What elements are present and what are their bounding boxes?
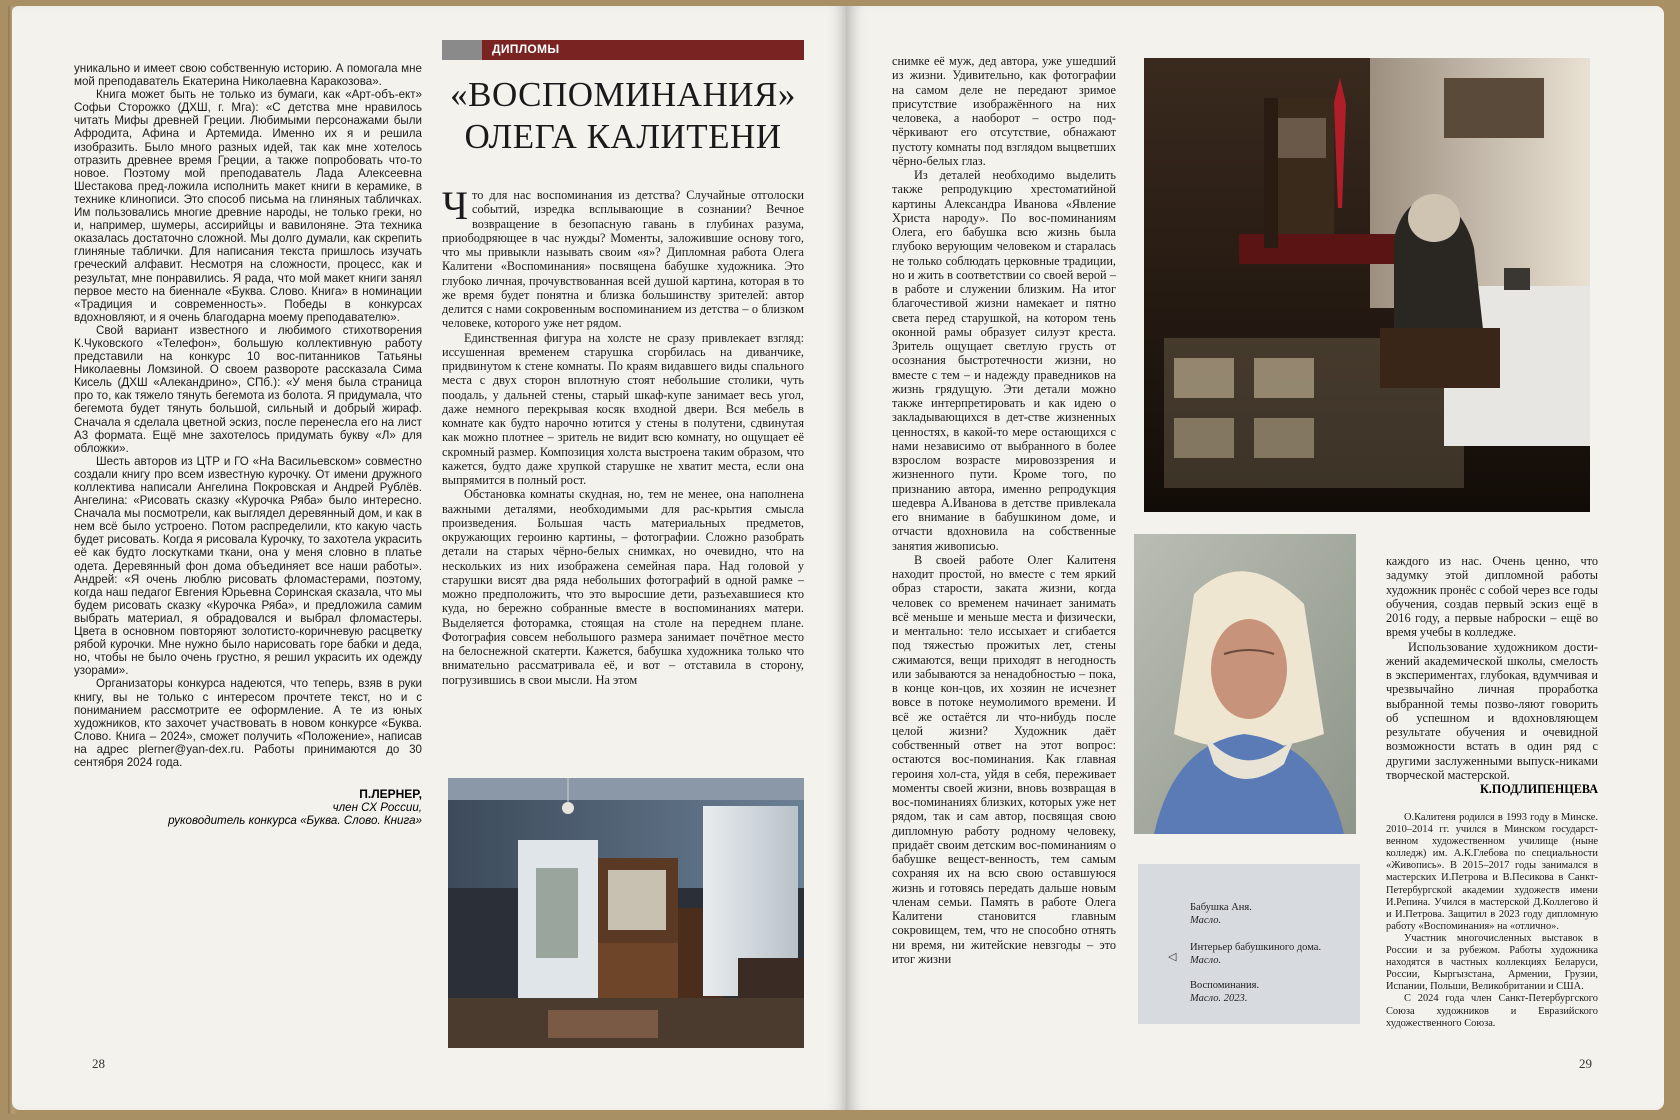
byline: [1386, 778, 1598, 796]
main-article-column-3: [1386, 554, 1598, 782]
bio-paragraph: С 2024 года член Санкт-Петербургского Союза художников и Евразийского художественного Союза.: [1386, 993, 1598, 1029]
caption-1-title: Бабушка Аня.: [1190, 902, 1252, 913]
signature-role: член СХ России,: [332, 801, 422, 815]
main-article-paragraph: Использование художником дости-жений академической школы, смелость в экспериментах, глубокая, вдумчивая и чрезвычайно личная проработка выбранной темы позво-ляют говорить об успешном и вдохновляющем результате обучения и очевидной возможности встать в один ряд с другими заслуженными выпуск-никами творческой мастерской.: [1386, 639, 1598, 782]
main-article-column-1: [442, 183, 804, 766]
left-article-column: [74, 62, 422, 1032]
artist-bio: [1386, 812, 1598, 1052]
caption-2: [1190, 942, 1321, 967]
caption-1: [1190, 902, 1252, 927]
caption-3: [1190, 980, 1259, 1005]
signature-role: руководитель конкурса «Буква. Слово. Книга»: [168, 814, 422, 828]
painting-grandma-portrait-image: [1134, 534, 1356, 834]
magazine-spread: [8, 6, 1672, 1114]
main-article-column-2: [892, 54, 1116, 1064]
signature-name: П.ЛЕРНЕР,: [359, 787, 422, 802]
title-line-1: «ВОСПОМИНАНИЯ»: [450, 75, 796, 114]
page-left: [12, 6, 846, 1110]
main-article-paragraph: Единственная фигура на холсте не сразу привлекает взгляд: иссушенная временем старушка сгорбилась на диванчике, придвинутом к стене комнаты. По краям видавшего виды спального места с двух сторон вплотную стоят небольшие столики, чуть поодаль, у дальней стены, старый шкаф-купе занимает весь угол, даже немного перекрывая косяк входной двери. Вся мебель в комнате как будто нарочно ютится у стены в полутени, сдвинутая как можно плотнее – зритель не видит всю комнату, но ощущает её скромный размер. Композиция холста выстроена таким образом, что кажется, будто даже хрупкой старушке не хватит места, если она выпрямится в полный рост.: [442, 330, 804, 487]
caption-2-medium: Масло.: [1190, 954, 1222, 966]
caption-1-medium: Масло.: [1190, 914, 1222, 926]
main-article-paragraph: В своей работе Олег Калитеня находит простой, но вместе с тем яркий образ старости, заката жизни, когда человек со временем начинает занимать всё меньше и меньше места и физически, и ментально: тело иссыхает и сгибается под тяжестью прожитых лет, стены сжимаются, вещи приходят в негодность или забываются за ненадобностью – пока, в конце кон-цов, их хозяин не исчезнет вовсе в потоке неумолимого времени. И всё же остаётся ли что-нибудь после целой жизни? Художник даёт собственный ответ на этот вопрос: остаются вос-поминания. Как главная героиня хол-ста, уйдя в себя, переживает моменты своей жизни, вновь возвращая в вос-поминаниях близких, которых уже нет рядом, так и сам автор, посвящая свою дипломную работу родному человеку, придаёт своим детским вос-поминаниям о бабушке вещест-венность, тем самым сохраняя их на всю свою оставшуюся жизнь и готовясь передать дальше новым членам семьи. Память в работе Олега Калитени становится главным сокровищем, тем, что не способно отнять ни время, ни житейские невзгоды – это итог жизни: [892, 552, 1116, 966]
memories-painting-svg: [1144, 58, 1590, 512]
rubric-accent: [442, 40, 482, 60]
main-article-paragraph: Из деталей необходимо выделить также репродукцию хрестоматийной картины Александра Иванова «Явление Христа народу». По вос-поминаниям Олега, его бабушка всю жизнь была глубоко верующим человеком и старалась не только соблюдать церковные традиции, но и жить в соответствии со своей верой – в работе и служении близким. На итог благочестивой жизни намекает и пятно света перед старушкой, на котором тень оконной рамы образует силуэт креста. Зритель ощущает светлую грусть от осознания быстротечности жизни, но вместе с тем – и надежду праведников на жизнь грядущую. Эти детали можно также интерпретировать и как идею о закладывающихся в дет-стве жизненных ценностях, в какой-то мере остающихся с нами независимо от выбранного в более взрослом возрасте мировоззрения и жизненного пути. Кроме того, по признанию автора, именно репродукция шедевра А.Иванова в детстве привлекала его внимание в бабушкином доме, и отчасти вдохновила на собственные занятия живописью.: [892, 168, 1116, 553]
article-title: [442, 74, 804, 158]
main-article-paragraph: каждого из нас. Очень ценно, что задумку этой дипломной работы художник пронёс с собой через все годы обучения, создав первый эскиз ещё в 2016 году, а первые наброски – ещё во время учебы в колледже.: [1386, 554, 1598, 640]
bio-paragraph: Участник многочисленных выставок в России и за рубежом. Работы художника находятся в частных коллекциях Беларуси, России, Кыргызстана, Армении, Грузии, Испании, Польши, Великобритании и США.: [1386, 932, 1598, 993]
caption-arrow-icon: ◁: [1168, 951, 1177, 963]
left-article-paragraph: уникально и имеет свою собственную историю. А помогала мне мой преподаватель Екатерина Николаевна Каракозова».: [74, 62, 422, 89]
painting-memories-image: [1144, 58, 1590, 512]
title-line-2: ОЛЕГА КАЛИТЕНИ: [464, 117, 782, 156]
caption-3-title: Воспоминания.: [1190, 980, 1260, 991]
left-article-paragraph: Шесть авторов из ЦТР и ГО «На Васильевском» совместно создали книгу про всем известную курочку. От имени дружного коллектива написали Ангелина Покровская и Андрей Рублёв. Ангелина: «Рисовать сказку «Курочка Ряба» было интересно. Сначала мы посмотрели, как выглядел деревянный дом, и как в нем всё было устроено. Потом распределили, кто какую часть будет рисовать. Когда я рисовала Курочку, то захотела украсить её как будто лоскутками ткани, она у меня словно в платье одета. Деревянный фон дома объединяет все наши работы». Андрей: «Я очень люблю рисовать фломастерами, поэтому, когда наш педагог Евгения Юрьевна Соринская сказала, что мы будем рисовать сказку «Курочка Ряба», и предложила самим выбрать материал, я обрадовался и выбрал фломастеры. Цвета в основном повторяют золотисто-коричневую расцветку рябой курочки. Мне нужно было нарисовать горе бабки и деда, но, чтобы не было очень грустно, я решил украсить их одежду узорами».: [74, 454, 422, 678]
page-number-right: 29: [1579, 1056, 1592, 1071]
interior-painting-svg: [448, 778, 804, 1048]
captions-box: [1138, 864, 1360, 1024]
main-article-paragraph: Что для нас воспоминания из детства? Случайные отголоски событий, изредка всплывающие в сознании? Вечное возвращение в безопасную гавань в глубинах разума, приободряющее в час нужды? Моменты, заложившие основу того, что мы привыкли называть своим «я»? Дипломная работа Олега Калитени «Воспоминания» посвящена бабушке художника. Это глубоко личная, прочувствованная всей душой картина, которая в то же время будет понятна и близка большинству зрителей: автор делится с нами сокровенным воспоминанием из детства – о близком человеке, которого уже нет рядом.: [442, 183, 804, 331]
main-article-paragraph: Обстановка комнаты скудная, но, тем не менее, она наполнена важными деталями, необходимыми для рас-крытия смысла произведения. Большая часть материальных предметов, окружающих героиню картины, – фотографии. Сложно разобрать детали на старых чёрно-белых снимках, но очевидно, что на нескольких из них изображена семейная пара. Над головой у старушки висят два ряда небольших фотографий в одной рамке – можно предположить, что это выросшие дети, разъехавшиеся кто куда, но бережно собранные вместе в воспоминаниях матери. Выделяется фоторамка, стоящая на столе на переднем плане. Фотография совсем небольшого размера занимает почётное место на белоснежной скатерти. Кажется, бабушка художника только что внимательно рассматривала её, и вот – отставила в сторону, погрузившись в свои мысли. На этом: [442, 487, 804, 687]
caption-2-title: Интерьер бабушкиного дома.: [1190, 942, 1322, 953]
page-number-left: 28: [92, 1056, 105, 1071]
left-article-paragraph: Свой вариант известного и любимого стихотворения К.Чуковского «Телефон», большую коллективную работу представили на конкурс 10 вос-питанников Татьяны Николаевны Ломзиной. О своем развороте рассказала Сима Кисель (ДХШ «Алекандрино», СПб.): «У меня была страница про то, как тяжело тянуть бегемота из болота. Я придумала, что бегемота будет тянуть большой, сильный и добрый жираф. Сначала я сделала цветной эскиз, после перенесла его на лист А3 формата. Ещё мне захотелось придумать букву «Л» для обложки».: [74, 323, 422, 455]
caption-3-medium: Масло. 2023.: [1190, 992, 1248, 1004]
left-article-paragraph: Организаторы конкурса надеются, что теперь, взяв в руки книгу, вы не только с интересом прочтете текст, но и с пониманием рассмотрите ее оформление. А те из юных художников, кто захочет участвовать в новом конкурсе «Буква. Слово. Книга – 2024», сможет получить «Положение», написав на адрес plerner@yan-dex.ru. Работы принимаются до 30 сентября 2024 года.: [74, 677, 422, 769]
drop-cap: Ч: [442, 183, 468, 228]
byline-author: К.ПОДЛИПЕНЦЕВА: [1479, 782, 1598, 796]
bio-paragraph: О.Калитеня родился в 1993 году в Минске. 2010–2014 гг. учился в Минском государст-венном художественном училище (ныне колледж) им. А.К.Глебова по специальности «Живопись». В 2015–2017 годы занимался в мастерских И.Петрова и В.Песикова в Санкт-Петербургской академии художеств имени И.Репина. Учился в мастерской Д.Коллегово й и И.Петрова. Защитил в 2023 году дипломную работу «Воспоминания» на «отлично».: [1386, 812, 1598, 932]
main-article-paragraph: снимке её муж, дед автора, уже ушедший из жизни. Удивительно, как фотографии на самом деле не передают зримое присутствие изображённого на них человека, а наоборот – остро под-чёркивают его отсутствие, обнажают пустоту комнаты под взглядом выцветших чёрно-белых глаз.: [892, 54, 1116, 168]
portrait-painting-svg: [1134, 534, 1356, 834]
rubric-label: ДИПЛОМЫ: [492, 42, 560, 56]
section-rubric: [442, 40, 804, 60]
painting-interior-image: [448, 778, 804, 1048]
left-article-paragraph: Книга может быть не только из бумаги, как «Арт-объ-ект» Софьи Сторожко (ДХШ, г. Мга): «С детства мне нравилось читать Мифы древней Греции. Любимыми персонажами были Афродита, Афина и Артемида. Именно их я и решила изобразить. Было много разных идей, так как мне хотелось отразить древнее время Греции, а также попробовать что-то новое. Поэтому мой преподаватель Лада Алексеевна Шестакова пред-ложила исполнить макет книги в керамике, в технике клинописи. Это способ письма на глиняных табличках. Им пользовались многие древние народы, не только греки, но и, например, шумеры, ассирийцы и вавилоняне. Эта техника оказалась достаточно сложной. Мы долго думали, как скрепить глиняные таблички. Для написания текста пришлось изучать греческий алфавит. Несмотря на сложности, процесс, как и результат, мне понравились. Я рада, что мой макет книги занял первое место на биеннале «Буква. Слово. Книга» в номинации «Традиция и современность». Победы в конкурсах вдохновляют, и я очень благодарна моему преподавателю».: [74, 88, 422, 324]
